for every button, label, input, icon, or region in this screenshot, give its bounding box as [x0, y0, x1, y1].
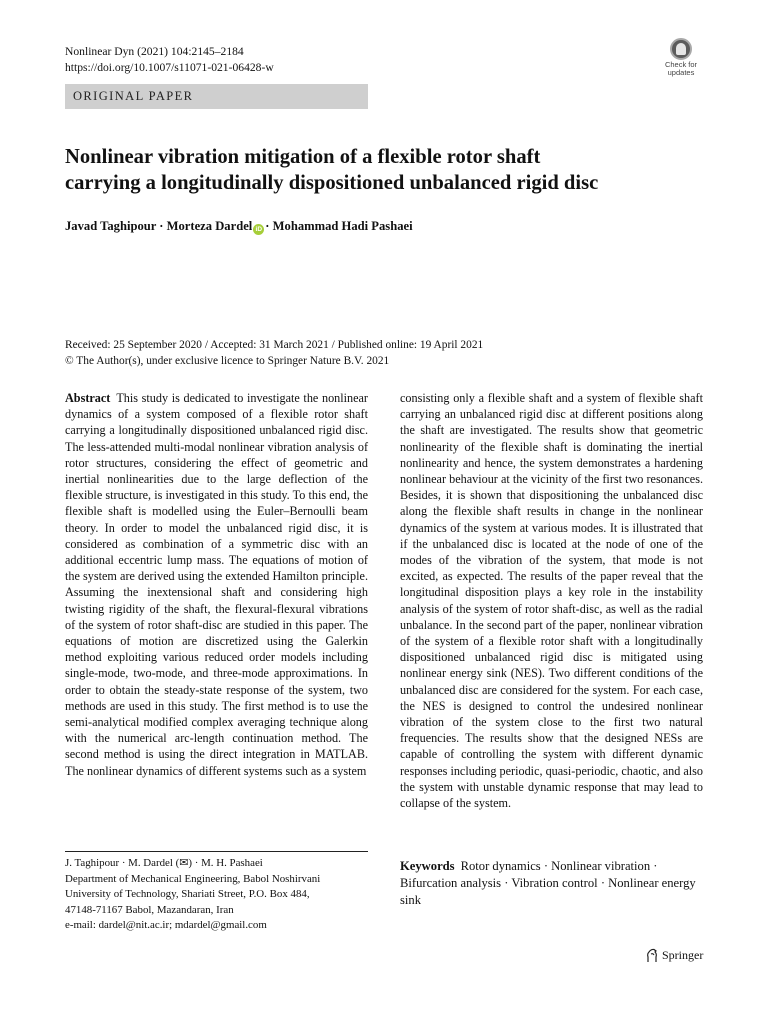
keywords-text: Rotor dynamics · Nonlinear vibration · Bifurcation analysis · Vibration control · Nonlinear energy sink: [400, 859, 696, 907]
springer-horse-icon: [645, 948, 659, 963]
abstract-left-column: [65, 390, 368, 779]
journal-info: [65, 44, 274, 76]
check-for-updates-badge[interactable]: [660, 38, 702, 82]
abstract-right-column: [400, 390, 703, 811]
publication-dates: [65, 337, 483, 369]
copyright-line: © The Author(s), under exclusive licence to Springer Nature B.V. 2021: [65, 355, 390, 367]
badge-text: Check for updates: [664, 60, 698, 77]
keywords-section: [400, 858, 710, 909]
footnote-divider: [65, 851, 368, 852]
author-list: [65, 219, 413, 235]
authors-second: · Mohammad Hadi Pashaei: [265, 219, 413, 233]
doi-link[interactable]: https://doi.org/10.1007/s11071-021-06428-w: [65, 61, 274, 74]
abstract-label: Abstract: [65, 391, 111, 405]
bookmark-icon: [670, 38, 692, 60]
authors-first: Javad Taghipour · Morteza Dardel: [65, 219, 253, 233]
paper-title: Nonlinear vibration mitigation of a flexible rotor shaft carrying a longitudinally dispositioned unbalanced rigid disc: [65, 146, 599, 194]
paper-type-banner: ORIGINAL PAPER: [65, 84, 368, 109]
abstract-text-right: consisting only a flexible shaft and a system of flexible shaft carrying an unbalanced rigid disc at different positions along the shaft are investigated. The results show that geometric nonlinearity of the flexible shaft is dominating the inertial nonlinearity and hence, the system demonstrates a hardening nonlinear behaviour at the vicinity of the first two resonances. Besides, it is shown that dispositioning the unbalanced disc along the flexible shaft results in change in the nonlinear dynamics of the system at various modes. It is illustrated that if the unbalanced disc is located at the node of one of the modes of the vibration of the system, that mode is not excited, as expected. The results of the paper reveal that the longitudinal disposition plays a key role in the instability analysis of the system of rotor shaft-disc, as well as the radial unbalance. In the second part of the paper, nonlinear vibration of the system of a flexible rotor shaft with a longitudinally dispositioned unbalanced rigid disc is mitigated using nonlinear energy sink (NES). Two different conditions of the unbalanced disc are considered for the system. For each case, the NES is designed to control the undesired nonlinear vibration of the system close to the first two natural frequencies. The results show that the designed NESs are capable of controlling the system with different dynamic responses including periodic, quasi-periodic, chaotic, and also the system with unstable dynamic response that may lead to collapse of the system.: [400, 391, 703, 811]
publisher-name: Springer: [662, 948, 704, 962]
keywords-label: Keywords: [400, 859, 455, 873]
publisher-logo: [645, 948, 703, 963]
abstract-text-left: This study is dedicated to investigate the nonlinear dynamics of a system composed of a flexible rotor shaft carrying a longitudinally dispositioned unbalanced rigid disc. The less-attended multi-modal nonlinear vibration analysis of rotor structures, considering the effect of geometric and inertial nonlinearities due to the large deflection of the flexible structure, is investigated in this study. To this end, the flexible shaft is modelled using the Euler–Bernoulli beam theory. In order to model the unbalanced rigid disc, it is considered as combination of a symmetric disc with an additional eccentric lump mass. The equations of motion of the system are derived using the extended Hamilton principle. Assuming the inextensional shaft and considering high twisting rigidity of the shaft, the flexural-flexural vibrations of the system of rotor shaft-disc are studied in this paper. The equations of motion are discretized using the Galerkin method exploiting various reduced order models including single-mode, two-mode, and three-mode approximations. In order to obtain the steady-state response of the system, two methods are used in this study. The first method is to use the semi-analytical modified complex averaging technique along with the numerical arc-length continuation method. The second method is using the direct integration in MATLAB. The nonlinear dynamics of different systems such as a system: [65, 391, 368, 778]
orcid-icon[interactable]: iD: [253, 224, 264, 235]
dates-line: Received: 25 September 2020 / Accepted: 31 March 2021 / Published online: 19 April 2021: [65, 339, 484, 351]
author-email[interactable]: e-mail: dardel@nit.ac.ir; mdardel@gmail.com: [65, 919, 267, 931]
author-affiliation-footnote: J. Taghipour · M. Dardel (✉) · M. H. Pashaei Department of Mechanical Engineering, Babol Noshirvani University of Technology, Shariati Street, P.O. Box 484, 47148-71167 Babol, Mazandaran, Iran e-mail: dardel@nit.ac.ir; mdardel@gmail.com: [65, 856, 368, 934]
journal-citation: Nonlinear Dyn (2021) 104:2145–2184: [65, 45, 244, 58]
